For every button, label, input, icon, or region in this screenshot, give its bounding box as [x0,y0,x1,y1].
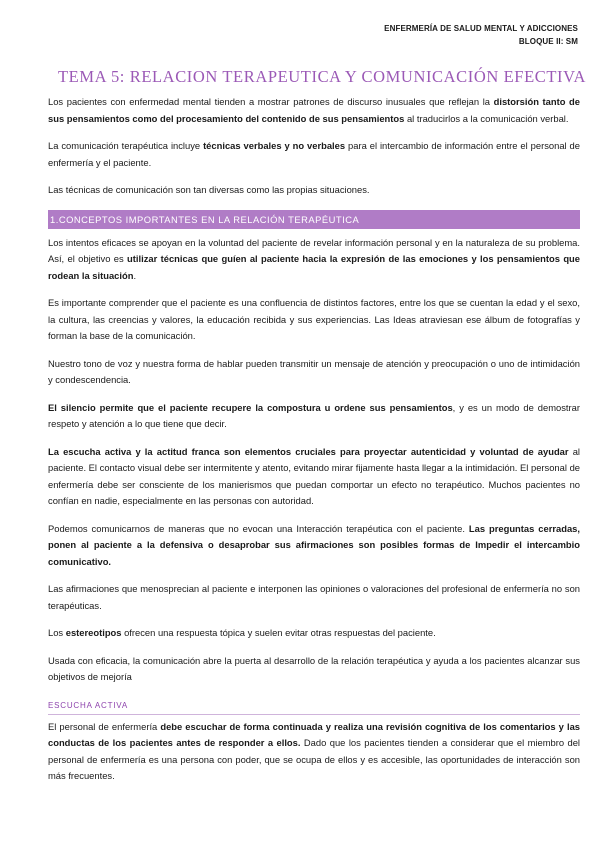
bold-run: debe escuchar de forma continuada y realiza una revisión cognitiva de los comentarios y las conductas de los pacientes antes de responder a ellos. [48,720,580,748]
text-run: . [133,269,137,281]
section-paragraph-3: Nuestro tono de voz y nuestra forma de hablar pueden transmitir un mensaje de atención y preocupación o uno de intimidación y condescendencia. [48,357,580,385]
text-run: Los [48,627,66,638]
section-paragraph-5 [48,444,580,510]
text-run: para el intercambio de información entre el personal de enfermería y el paciente. [48,140,580,168]
section-heading-band: 1.CONCEPTOS IMPORTANTES EN LA RELACIÓN TERAPÉUTICA [48,210,580,229]
running-header [384,22,578,48]
bold-run: estereotipos [65,627,122,638]
text-run: Los pacientes con enfermedad mental tienden a mostrar patrones de discurso inusuales que reflejan la [48,96,494,107]
page-title: TEMA 5: RELACION TERAPEUTICA Y COMUNICACIÓN EFECTIVA [58,67,587,86]
header-course: ENFERMERÍA DE SALUD MENTAL Y ADICCIONES [384,24,578,33]
bold-run: distorsión tanto de sus pensamientos como del procesamiento del contenido de sus pensamientos [48,96,581,124]
section-paragraph-1 [48,235,580,285]
text-run: al traducirlos a la comunicación verbal. [404,112,569,124]
text-run: El personal de enfermería [48,720,161,732]
text-run: Podemos comunicarnos de maneras que no evocan una Interacción terapéutica con el paciente. [48,522,469,534]
intro-paragraph-2 [48,138,580,171]
header-block: BLOQUE II: SM [518,37,578,46]
text-run: , y es un modo de demostrar respeto y atención a lo que tiene que decir. [48,401,580,429]
document-body [48,94,580,796]
text-run: ofrecen una respuesta tópica y suelen evitar otras respuestas del paciente. [121,627,436,638]
text-run: La comunicación terapéutica incluye [48,140,204,151]
bold-run: El silencio permite que el paciente recupere la compostura u ordene sus pensamientos [48,401,453,413]
bold-run: técnicas verbales y no verbales [203,140,346,151]
section-paragraph-4 [48,400,580,433]
section-paragraph-2: Es importante comprender que el paciente es una confluencia de distintos factores, entre los que se cuentan la edad y el sexo, la cultura, las creencias y valores, la educación recibida y sus experiencias. Las Ideas atraviesan ese álbum de fotografías y forman la base de la comunicación. [48,297,580,341]
bold-run: utilizar técnicas que guíen al paciente hacia la expresión de las emociones y los pensamientos que rodean la situación [48,253,580,281]
text-run: Dado que los pacientes tienden a considerar que el miembro del personal de enfermería es una persona con poder, que se ocupa de ellos y es accesible, las oportunidades de interacción son más frecuentes. [48,737,580,781]
section-paragraph-7: Las afirmaciones que menosprecian al paciente e interponen las opiniones o valoraciones del profesional de enfermería no son terapéuticas. [48,583,580,611]
bold-run: La escucha activa y la actitud franca son elementos cruciales para proyectar autenticidad y voluntad de ayudar [48,445,569,457]
section-paragraph-6 [48,521,580,571]
intro-paragraph-1 [48,94,580,127]
subsection-heading: ESCUCHA ACTIVA [48,700,580,715]
section-paragraph-9: Usada con eficacia, la comunicación abre la puerta al desarrollo de la relación terapéutica y ayuda a los pacientes alcanzar sus objetivos de mejoría [48,654,580,682]
text-run: Los intentos eficaces se apoyan en la voluntad del paciente de revelar información personal y en la naturaleza de su problema. Así, el objetivo es [48,236,580,264]
intro-paragraph-3: Las técnicas de comunicación son tan diversas como las propias situaciones. [48,184,370,195]
section-paragraph-8 [48,625,580,642]
text-run: al paciente. El contacto visual debe ser intermitente y atento, evitando mirar fijamente hasta llegar a la intimidación. El personal de enfermería debe ser consciente de los manierismos que puedan comportar un efecto no terapéutico. Muchos pacientes no confían en nadie, especialmente en las personas con autoridad. [48,445,580,506]
bold-run: Las preguntas cerradas, ponen al paciente a la defensiva o desaprobar sus afirmaciones son posibles formas de Impedir el intercambio comunicativo. [48,522,580,567]
subsection-paragraph-1 [48,719,580,785]
